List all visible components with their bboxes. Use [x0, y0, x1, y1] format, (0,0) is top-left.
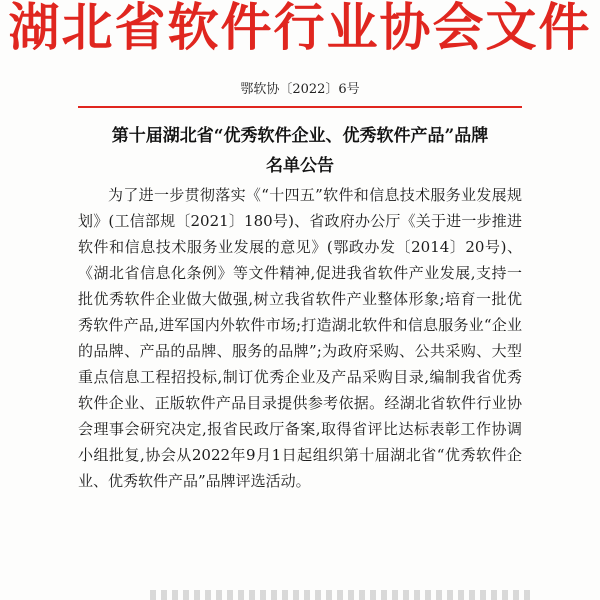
title-line-1: 第十届湖北省“优秀软件企业、优秀软件产品”品牌 — [111, 126, 489, 146]
document-title — [60, 121, 540, 181]
document-body — [78, 182, 522, 494]
document-header: 湖北省软件行业协会文件 — [8, 0, 592, 58]
title-line-2: 名单公告 — [266, 156, 334, 176]
red-divider — [78, 106, 522, 108]
cut-off-next-line — [150, 590, 530, 600]
body-paragraph: 为了进一步贯彻落实《“十四五”软件和信息技术服务业发展规划》(工信部规〔2021〕180号)、省政府办公厅《关于进一步推进软件和信息技术服务业发展的意见》(鄂政办发〔2014〕20号)、《湖北省信息化条例》等文件精神,促进我省软件产业发展,支持一批优秀软件企业做大做强,树立我省软件产业整体形象;培育一批优秀软件产品,进军国内外软件市场;打造湖北软件和信息服务业“企业的品牌、产品的品牌、服务的品牌”;为政府采购、公共采购、大型重点信息工程招投标,制订优秀企业及产品采购目录,编制我省优秀软件企业、正版软件产品目录提供参考依据。经湖北省软件行业协会理事会研究决定,报省民政厅备案,取得省评比达标表彰工作协调小组批复,协会从2022年9月1日起组织第十届湖北省“优秀软件企业、优秀软件产品”品牌评选活动。 — [78, 186, 522, 490]
document-number: 鄂软协〔2022〕6号 — [240, 82, 360, 97]
